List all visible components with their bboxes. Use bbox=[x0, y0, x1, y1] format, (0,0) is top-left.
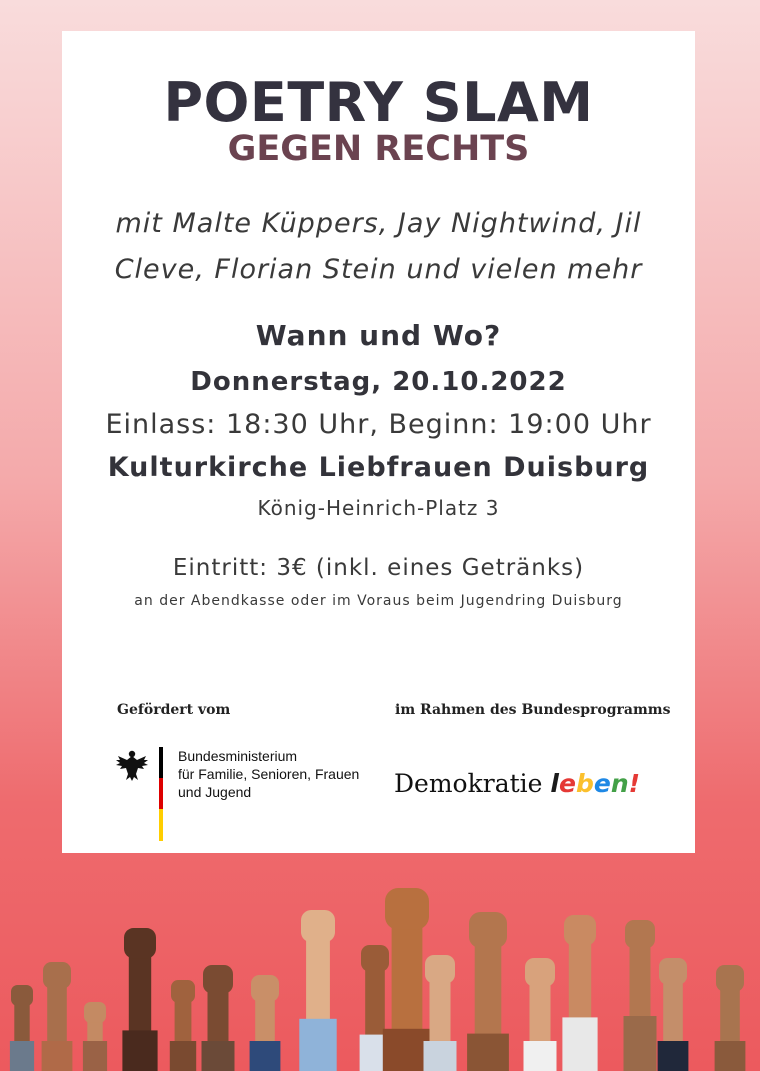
arm-sleeve bbox=[42, 1041, 73, 1071]
event-address: König-Heinrich-Platz 3 bbox=[257, 496, 500, 520]
fist-icon bbox=[659, 958, 687, 985]
fist-icon bbox=[171, 980, 195, 1003]
fist-icon bbox=[425, 955, 455, 984]
arm-sleeve bbox=[170, 1041, 196, 1071]
arm-sleeve bbox=[658, 1041, 689, 1071]
ministry-line-3: und Jugend bbox=[178, 784, 252, 800]
arm-sleeve bbox=[202, 1041, 235, 1071]
fist-icon bbox=[564, 915, 596, 945]
fist-icon bbox=[361, 945, 389, 972]
arm-sleeve bbox=[524, 1041, 557, 1071]
leben-letter: ! bbox=[628, 769, 641, 798]
federal-eagle-icon bbox=[114, 747, 150, 783]
leben-letter: n bbox=[610, 769, 629, 798]
arm-sleeve bbox=[250, 1041, 281, 1071]
event-times: Einlass: 18:30 Uhr, Beginn: 19:00 Uhr bbox=[105, 409, 652, 440]
fist-icon bbox=[84, 1002, 106, 1023]
fist-icon bbox=[301, 910, 335, 942]
arm-sleeve bbox=[624, 1016, 657, 1071]
performers-line-2: Cleve, Florian Stein und vielen mehr bbox=[114, 254, 643, 285]
poster-title: POETRY SLAM bbox=[163, 71, 594, 134]
fist-icon bbox=[385, 888, 429, 930]
ticket-price: Eintritt: 3€ (inkl. eines Getränks) bbox=[172, 555, 585, 581]
fist-icon bbox=[469, 912, 507, 948]
arm-sleeve bbox=[562, 1017, 597, 1071]
ticket-sales-info: an der Abendkasse oder im Voraus beim Jugendring Duisburg bbox=[134, 593, 623, 609]
ministry-logo-text bbox=[178, 747, 359, 801]
fist-icon bbox=[11, 985, 33, 1006]
fist-icon bbox=[525, 958, 555, 987]
arm-sleeve bbox=[83, 1041, 107, 1071]
raised-fists-image bbox=[0, 880, 760, 1071]
arm-sleeve bbox=[299, 1019, 336, 1071]
leben-letter: l bbox=[550, 769, 559, 798]
demokratie-leben-logo bbox=[394, 769, 640, 798]
fist-icon bbox=[716, 965, 744, 992]
arm-sleeve bbox=[715, 1041, 746, 1071]
event-date: Donnerstag, 20.10.2022 bbox=[190, 367, 567, 397]
fist-icon bbox=[43, 962, 71, 989]
funded-by-label: Gefördert vom bbox=[117, 702, 231, 718]
demokratie-word: Demokratie bbox=[394, 769, 543, 798]
event-venue: Kulturkirche Liebfrauen Duisburg bbox=[107, 452, 650, 483]
arm-sleeve bbox=[122, 1030, 157, 1071]
ministry-line-1: Bundesministerium bbox=[178, 748, 298, 764]
leben-letter: e bbox=[593, 769, 611, 798]
fist-icon bbox=[251, 975, 279, 1002]
arm-sleeve bbox=[467, 1034, 509, 1071]
arm-sleeve bbox=[10, 1041, 34, 1071]
fist-icon bbox=[625, 920, 655, 949]
leben-word bbox=[550, 769, 640, 798]
german-flag-bar bbox=[159, 747, 163, 841]
poster-card bbox=[62, 31, 695, 853]
performers-line-1: mit Malte Küppers, Jay Nightwind, Jil bbox=[115, 208, 642, 239]
leben-letter: e bbox=[558, 769, 576, 798]
when-where-heading: Wann und Wo? bbox=[255, 319, 502, 352]
poster-subtitle: GEGEN RECHTS bbox=[227, 129, 530, 169]
arm-sleeve bbox=[424, 1041, 457, 1071]
leben-letter: b bbox=[575, 769, 594, 798]
program-label: im Rahmen des Bundesprogramms bbox=[395, 702, 671, 718]
performers-text bbox=[62, 201, 695, 293]
fist-icon bbox=[124, 928, 156, 958]
fist-icon bbox=[203, 965, 233, 994]
ministry-line-2: für Familie, Senioren, Frauen bbox=[178, 766, 360, 782]
